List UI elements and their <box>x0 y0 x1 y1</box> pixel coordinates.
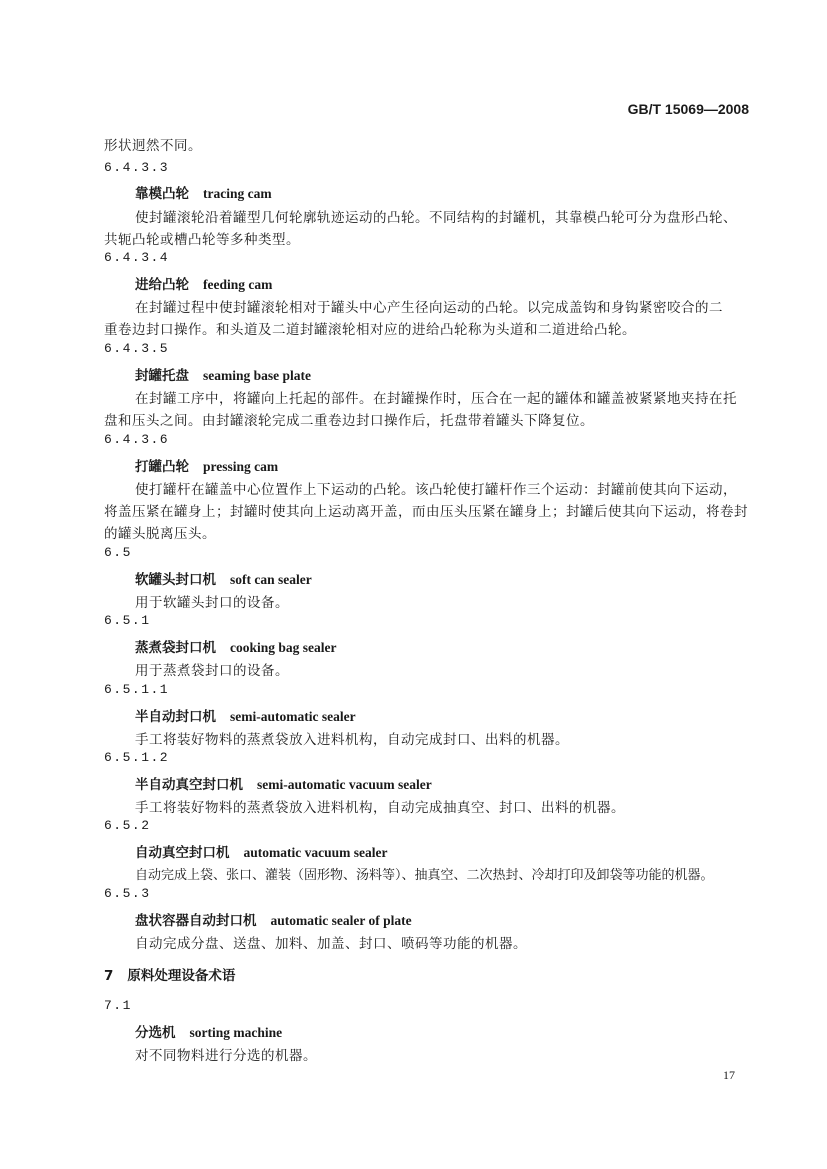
term-heading <box>135 636 337 656</box>
clause-number: 6.5.1 <box>104 613 151 628</box>
lead-line: 形状迥然不同。 <box>104 138 202 154</box>
definition-line: 在封罐过程中使封罐滚轮相对于罐头中心产生径向运动的凸轮。以完成盖钩和身钩紧密咬合的二 <box>135 300 723 316</box>
definition-line: 对不同物料进行分选的机器。 <box>135 1048 317 1064</box>
term-en: seaming base plate <box>203 368 311 383</box>
term-en: pressing cam <box>203 459 279 474</box>
term-heading <box>135 1021 282 1041</box>
term-heading <box>135 909 412 929</box>
clause-number: 6.4.3.5 <box>104 341 170 356</box>
term-heading <box>135 773 432 793</box>
clause-number: 6.5.2 <box>104 818 151 833</box>
definition-line: 重卷边封口操作。和头道及二道封罐滚轮相对应的进给凸轮称为头道和二道进给凸轮。 <box>104 322 636 338</box>
definition-line: 盘和压头之间。由封罐滚轮完成二重卷边封口操作后，托盘带着罐头下降复位。 <box>104 413 594 429</box>
term-zh: 封罐托盘 <box>135 368 189 384</box>
term-zh: 软罐头封口机 <box>135 572 216 588</box>
term-en: semi-automatic sealer <box>230 709 356 724</box>
definition-line: 使封罐滚轮沿着罐型几何轮廓轨迹运动的凸轮。不同结构的封罐机，其靠模凸轮可分为盘形凸轮、 <box>135 210 737 226</box>
clause-number: 6.4.3.4 <box>104 250 170 265</box>
term-zh: 半自动封口机 <box>135 709 216 725</box>
definition-line: 用于软罐头封口的设备。 <box>135 595 289 611</box>
clause-number: 6.5.1.2 <box>104 750 170 765</box>
chapter-title: 原料处理设备术语 <box>127 968 236 984</box>
term-en: sorting machine <box>189 1025 283 1040</box>
definition-line: 自动完成上袋、张口、灌装（固形物、汤料等）、抽真空、二次热封、冷却打印及卸袋等功能的机器。 <box>135 868 714 883</box>
definition-line: 手工将装好物料的蒸煮袋放入进料机构，自动完成抽真空、封口、出料的机器。 <box>135 800 625 816</box>
definition-line: 在封罐工序中，将罐向上托起的部件。在封罐操作时，压合在一起的罐体和罐盖被紧紧地夹持在托 <box>135 391 737 407</box>
definition-line: 用于蒸煮袋封口的设备。 <box>135 663 289 679</box>
term-zh: 蒸煮袋封口机 <box>135 640 216 656</box>
clause-number: 6.4.3.3 <box>104 160 170 175</box>
term-heading <box>135 273 272 293</box>
clause-number: 7.1 <box>104 998 132 1013</box>
term-zh: 自动真空封口机 <box>135 845 230 861</box>
clause-number: 6.4.3.6 <box>104 432 170 447</box>
term-heading <box>135 364 311 384</box>
term-en: cooking bag sealer <box>230 640 337 655</box>
term-heading <box>135 841 387 861</box>
term-zh: 分选机 <box>135 1025 176 1041</box>
definition-line: 共轭凸轮或槽凸轮等多种类型。 <box>104 232 300 248</box>
term-zh: 盘状容器自动封口机 <box>135 913 257 929</box>
term-en: feeding cam <box>203 277 273 292</box>
term-heading <box>135 568 312 588</box>
term-en: semi-automatic vacuum sealer <box>257 777 432 792</box>
term-en: tracing cam <box>203 186 272 201</box>
term-heading <box>135 455 278 475</box>
term-zh: 打罐凸轮 <box>135 459 189 475</box>
chapter-number: 7 <box>104 968 114 984</box>
page-number: 17 <box>723 1068 735 1082</box>
clause-number: 6.5 <box>104 545 132 560</box>
term-en: soft can sealer <box>230 572 312 587</box>
definition-line: 使打罐杆在罐盖中心位置作上下运动的凸轮。该凸轮使打罐杆作三个运动：封罐前使其向下运动， <box>135 482 737 498</box>
term-zh: 进给凸轮 <box>135 277 189 293</box>
term-en: automatic sealer of plate <box>270 913 412 928</box>
definition-line: 自动完成分盘、送盘、加料、加盖、封口、喷码等功能的机器。 <box>135 936 527 952</box>
term-en: automatic vacuum sealer <box>243 845 388 860</box>
clause-number: 6.5.3 <box>104 886 151 901</box>
definition-line: 的罐头脱离压头。 <box>104 526 216 542</box>
standard-code: GB/T 15069—2008 <box>627 101 749 117</box>
clause-number: 6.5.1.1 <box>104 682 170 697</box>
definition-line: 将盖压紧在罐身上；封罐时使其向上运动离开盖，而由压头压紧在罐身上；封罐后使其向下运动，将卷封 <box>104 504 748 520</box>
term-zh: 靠模凸轮 <box>135 186 189 202</box>
chapter-heading <box>104 964 235 984</box>
term-heading <box>135 182 272 202</box>
term-heading <box>135 705 356 725</box>
term-zh: 半自动真空封口机 <box>135 777 243 793</box>
definition-line: 手工将装好物料的蒸煮袋放入进料机构，自动完成封口、出料的机器。 <box>135 732 569 748</box>
